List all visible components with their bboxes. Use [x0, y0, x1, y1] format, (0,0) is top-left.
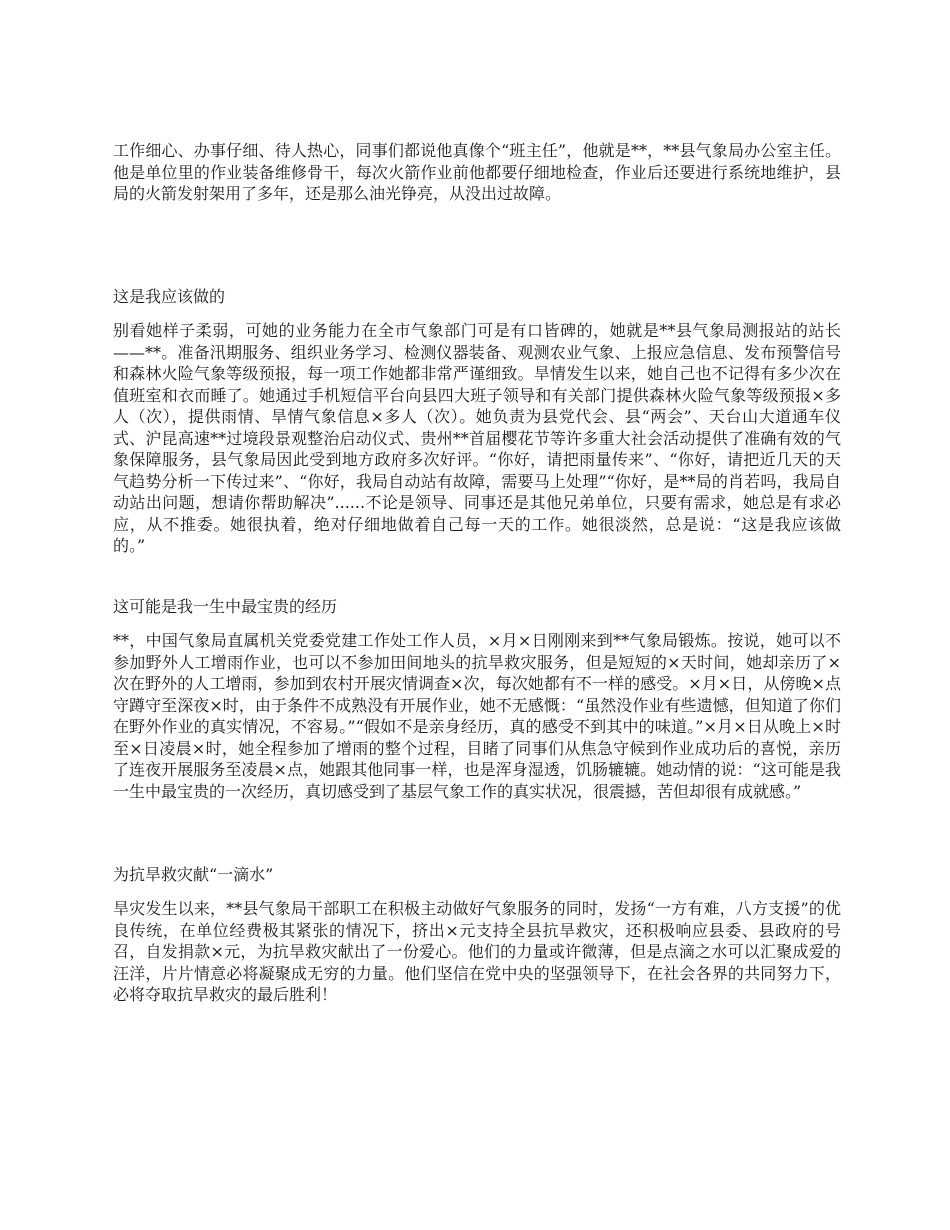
paragraph-office-director: 工作细心、办事仔细、待人热心，同事们都说他真像个“班主任”，他就是**，**县气象局办公室主任。他是单位里的作业装备维修骨干，每次火箭作业前他都要仔细地检查，作业后还要进行系统地维护，县局的火箭发射架用了多年，还是那么油光铮亮，从没出过故障。 [113, 141, 841, 203]
section-heading-donation: 为抗旱救灾献“一滴水” [113, 865, 274, 884]
paragraph-station-chief: 别看她样子柔弱，可她的业务能力在全市气象部门可是有口皆碑的，她就是**县气象局测报站的站长——**。准备汛期服务、组织业务学习、检测仪器装备、观测农业气象、上报应急信息、发布预警信号和森林火险气象等级预报，每一项工作她都非常严谨细致。旱情发生以来，她自己也不记得有多少次在值班室和衣而睡了。她通过手机短信平台向县四大班子领导和有关部门提供森林火险气象等级预报×多人（次），提供雨情、旱情气象信息×多人（次）。她负责为县党代会、县“两会”、天台山大道通车仪式、沪昆高速**过境段景观整治启动仪式、贵州**首届樱花节等许多重大社会活动提供了准确有效的气象保障服务，县气象局因此受到地方政府多次好评。“你好，请把雨量传来”、“你好，请把近几天的天气趋势分析一下传过来”、“你好，我局自动站有故障，需要马上处理”“你好，是**局的肖若吗，我局自动站出问题，想请你帮助解决”......不论是领导、同事还是其他兄弟单位，只要有需求，她总是有求必应，从不推委。她很执着，绝对仔细地做着自己每一天的工作。她很淡然，总是说：“这是我应该做的。” [113, 321, 841, 555]
paragraph-drought-relief: 旱灾发生以来，**县气象局干部职工在积极主动做好气象服务的同时，发扬“一方有难，八方支援”的优良传统，在单位经费极其紧张的情况下，挤出×元支持全县抗旱救灾，还积极响应县委、县政府的号召，自发捐款×元，为抗旱救灾献出了一份爱心。他们的力量或许微薄，但是点滴之水可以汇聚成爱的汪洋，片片情意必将凝聚成无穷的力量。他们坚信在党中央的坚强领导下，在社会各界的共同努力下，必将夺取抗旱救灾的最后胜利！ [113, 899, 841, 1004]
paragraph-field-experience: **，中国气象局直属机关党委党建工作处工作人员，×月×日刚刚来到**气象局锻炼。按说，她可以不参加野外人工增雨作业，也可以不参加田间地头的抗旱救灾服务，但是短短的×天时间，她却亲历了×次在野外的人工增雨，参加到农村开展灾情调查×次，每次她都有不一样的感受。×月×日，从傍晚×点守蹲守至深夜×时，由于条件不成熟没有开展作业，她不无感慨：“虽然没作业有些遗憾，但知道了你们在野外作业的真实情况，不容易。”“假如不是亲身经历，真的感受不到其中的味道。”×月×日从晚上×时至×日凌晨×时，她全程参加了增雨的整个过程，目睹了同事们从焦急守候到作业成功后的喜悦，亲历了连夜开展服务至凌晨×点，她跟其他同事一样，也是浑身湿透，饥肠辘辘。她动情的说：“这可能是我一生中最宝贵的一次经历，真切感受到了基层气象工作的真实状况，很震撼，苦但却很有成就感。” [113, 631, 841, 801]
section-heading-duty: 这是我应该做的 [113, 287, 226, 306]
section-heading-experience: 这可能是我一生中最宝贵的经历 [113, 597, 338, 616]
